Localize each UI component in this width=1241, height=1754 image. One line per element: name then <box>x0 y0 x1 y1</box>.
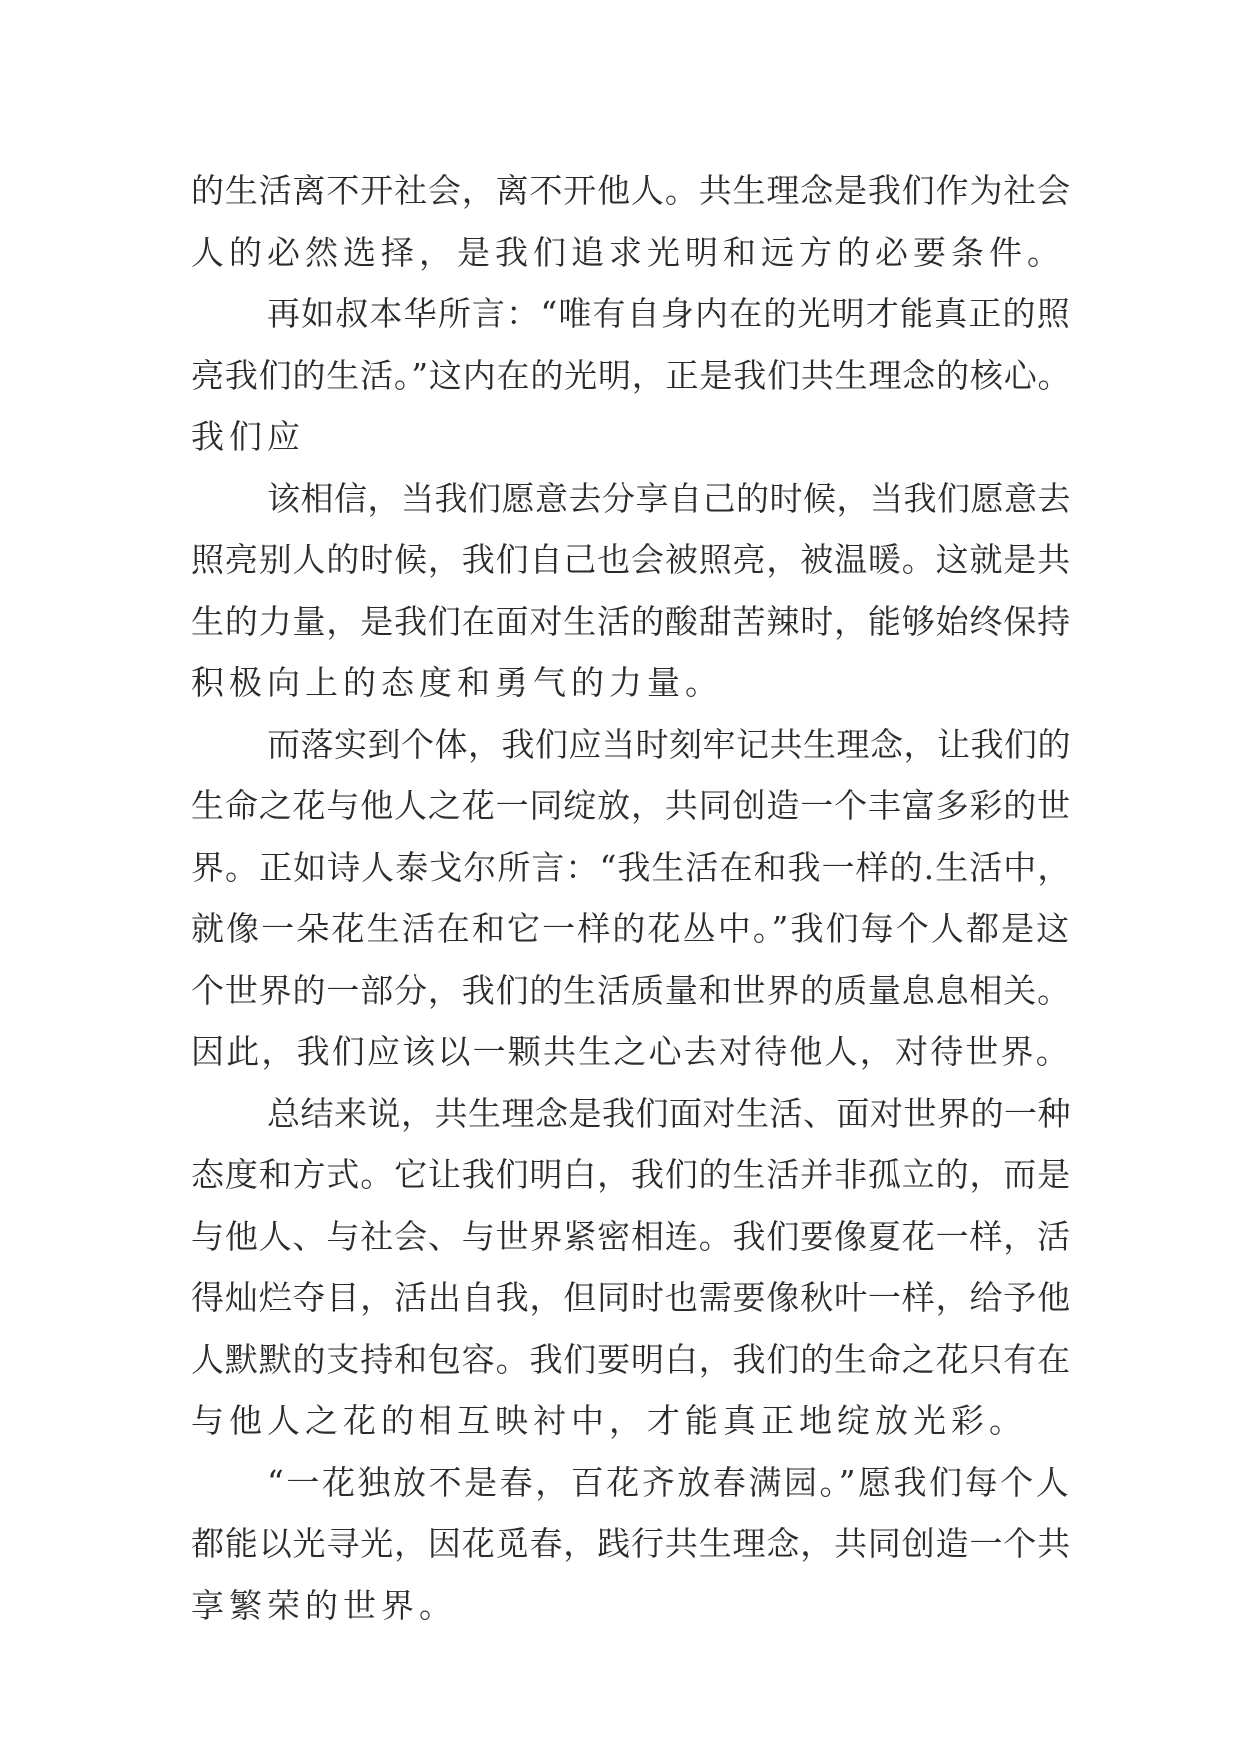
text-line: 人的必然选择，是我们追求光明和远方的必要条件。 <box>191 232 1065 272</box>
text-line: 态度和方式。它让我们明白，我们的生活并非孤立的，而是 <box>191 1155 1071 1194</box>
text-line: 积极向上的态度和勇气的力量。 <box>191 663 723 702</box>
text-line: 因此，我们应该以一颗共生之心去对待他人，对待世界。 <box>191 1032 1071 1071</box>
text-line: 就像一朵花生活在和它一样的花丛中。”我们每个人都是这 <box>191 909 1072 948</box>
text-line: 再如叔本华所言：“唯有自身内在的光明才能真正的照 <box>267 294 1071 333</box>
text-line: “一花独放不是春，百花齐放春满园。”愿我们每个人 <box>267 1462 1072 1502</box>
text-line: 生命之花与他人之花一同绽放，共同创造一个丰富多彩的世 <box>191 786 1071 825</box>
text-line: 生的力量，是我们在面对生活的酸甜苦辣时，能够始终保持 <box>191 601 1071 641</box>
text-line: 界。正如诗人泰戈尔所言：“我生活在和我一样的.生活中， <box>191 847 1072 887</box>
text-line: 得灿烂夺目，活出自我，但同时也需要像秋叶一样，给予他 <box>191 1278 1071 1317</box>
text-line: 人默默的支持和包容。我们要明白，我们的生命之花只有在 <box>191 1339 1071 1379</box>
text-line: 该相信，当我们愿意去分享自己的时候，当我们愿意去 <box>267 478 1071 518</box>
text-line: 个世界的一部分，我们的生活质量和世界的质量息息相关。 <box>191 970 1071 1010</box>
text-line: 总结来说，共生理念是我们面对生活、面对世界的一种 <box>267 1093 1071 1133</box>
text-line: 而落实到个体，我们应当时刻牢记共生理念，让我们的 <box>267 724 1071 764</box>
text-line: 亮我们的生活。”这内在的光明，正是我们共生理念的核心。 <box>191 355 1072 395</box>
text-line: 享繁荣的世界。 <box>191 1585 457 1625</box>
text-line: 我们应 <box>191 417 305 456</box>
text-line: 与他人之花的相互映衬中，才能真正地绽放光彩。 <box>191 1401 1027 1440</box>
document-body <box>191 160 1071 1636</box>
text-line: 的生活离不开社会，离不开他人。共生理念是我们作为社会 <box>191 171 1071 210</box>
text-line: 照亮别人的时候，我们自己也会被照亮，被温暖。这就是共 <box>191 540 1071 579</box>
text-line: 与他人、与社会、与世界紧密相连。我们要像夏花一样，活 <box>191 1216 1071 1256</box>
text-line: 都能以光寻光，因花觅春，践行共生理念，共同创造一个共 <box>191 1524 1071 1563</box>
